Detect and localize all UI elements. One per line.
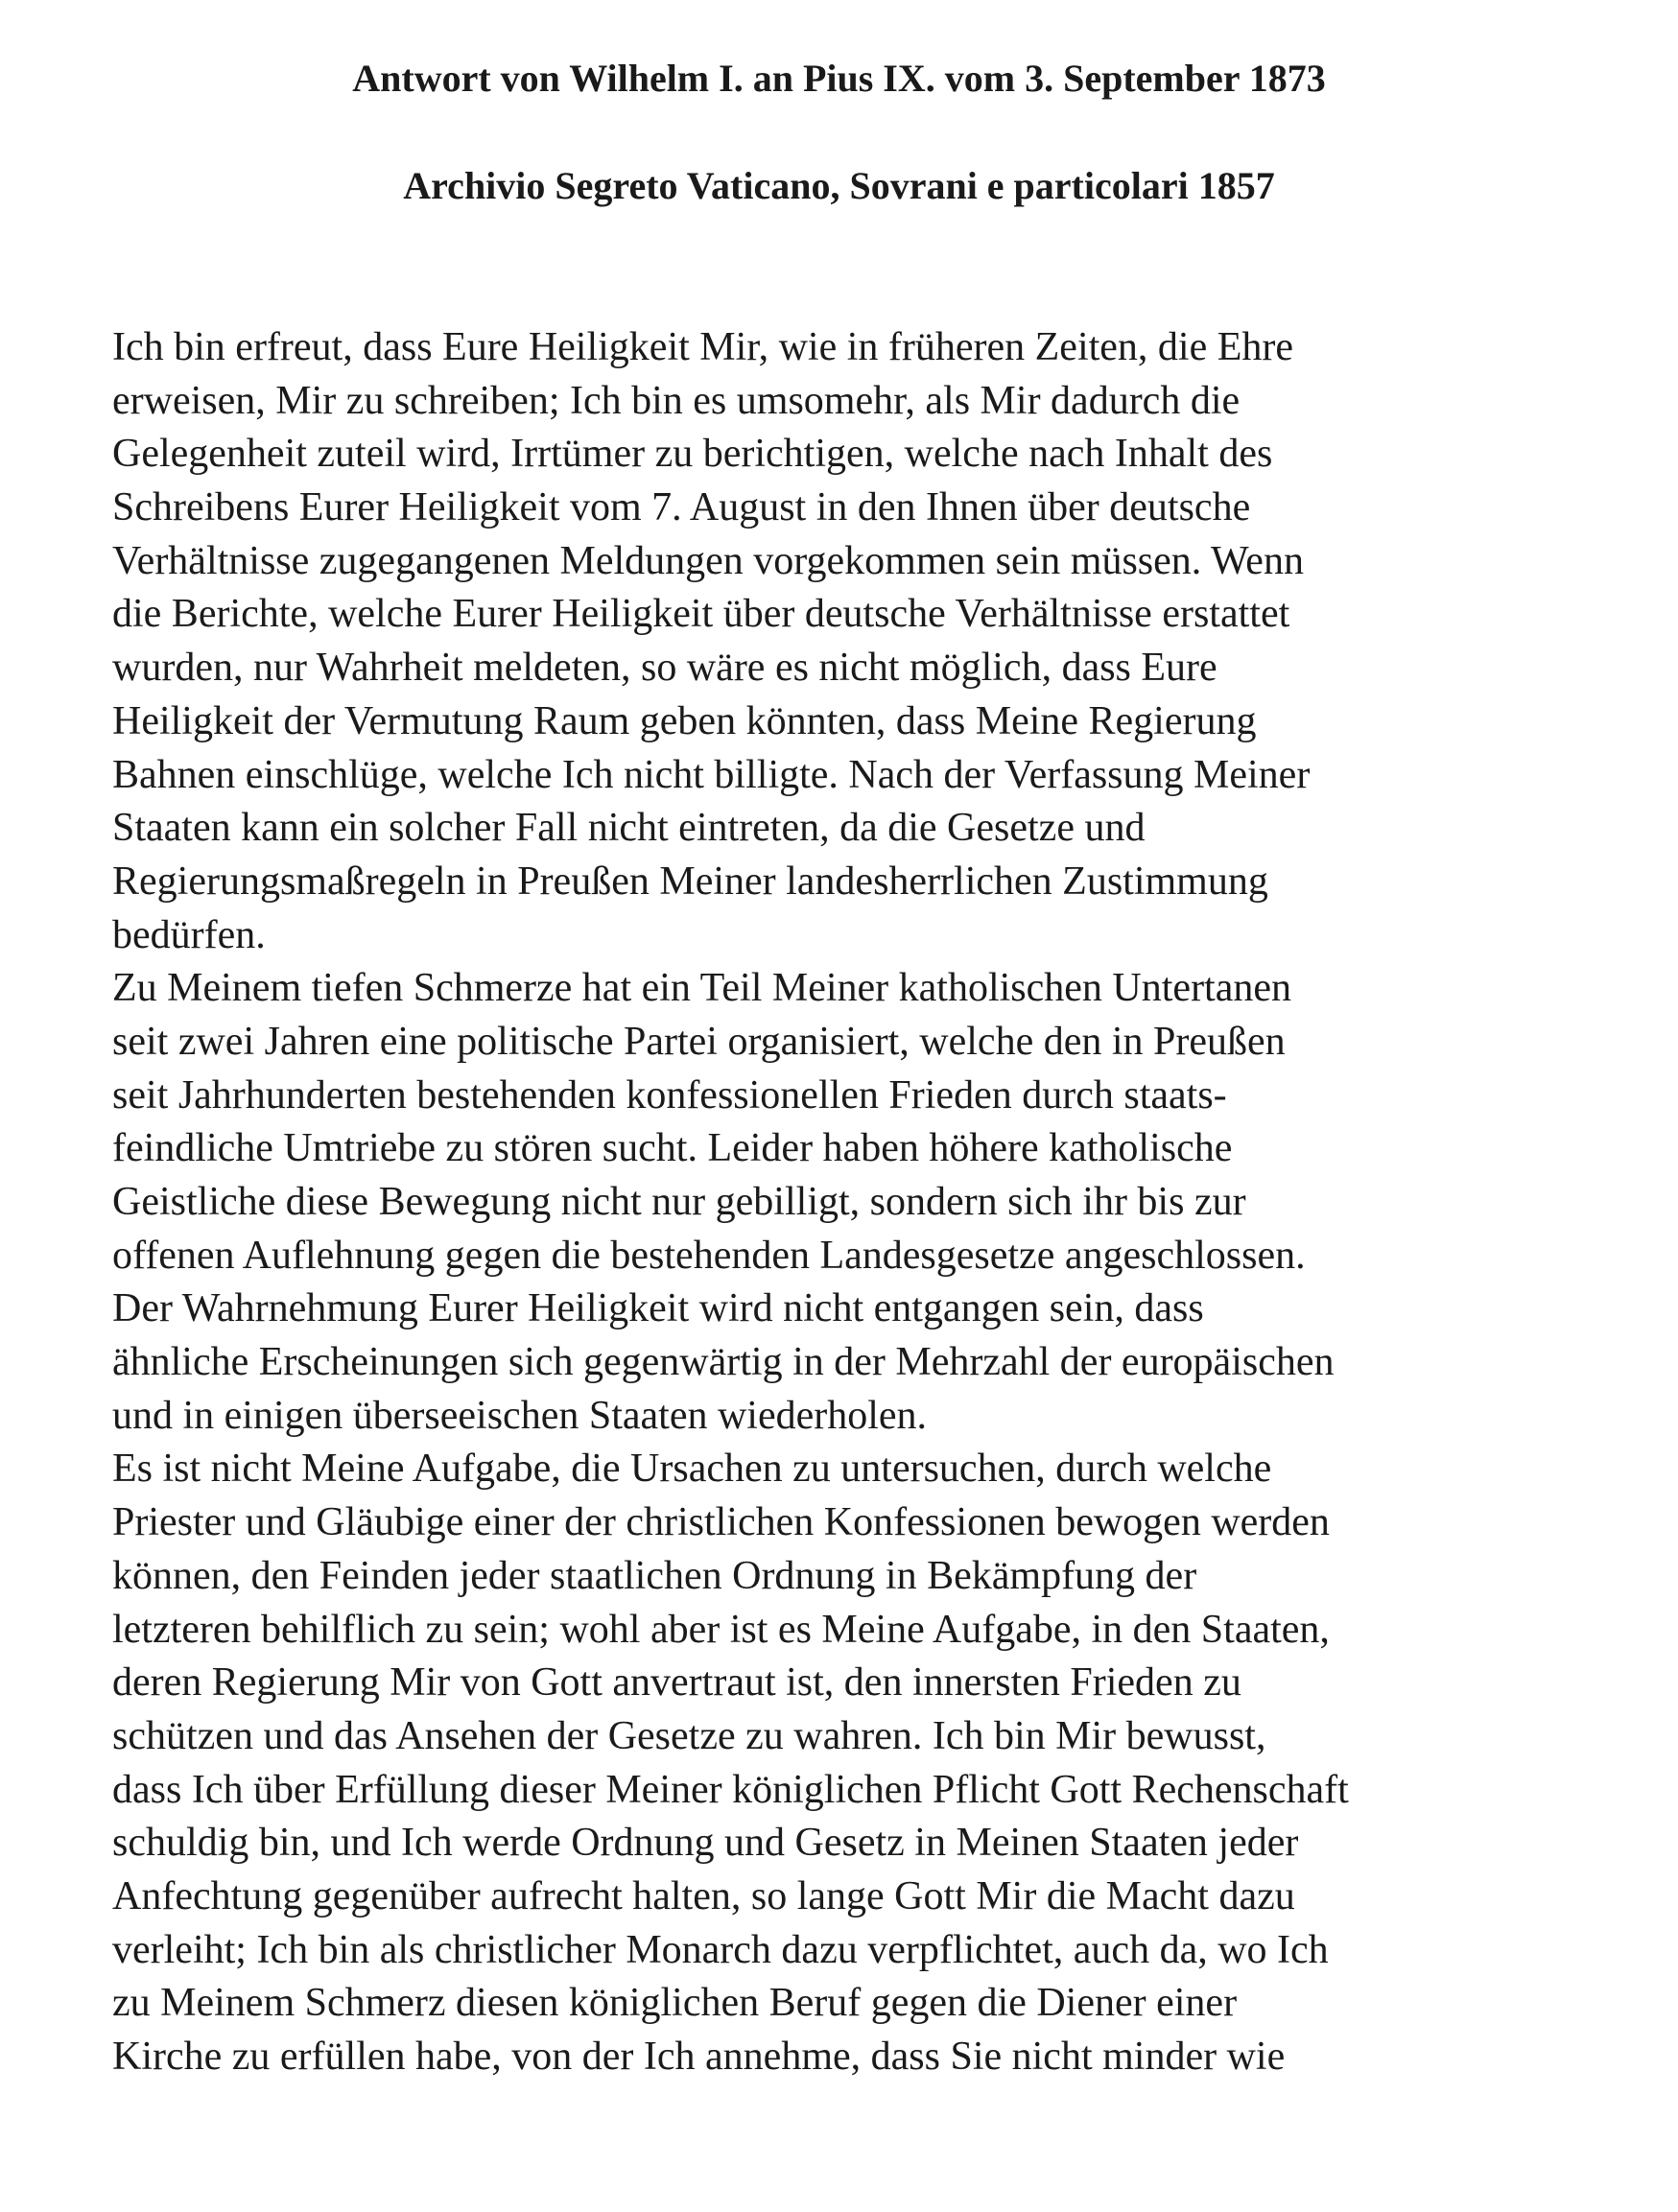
- text-line: können, den Feinden jeder staatlichen Ordnung in Bekämpfung der: [112, 1553, 1197, 1598]
- text-line: Es ist nicht Meine Aufgabe, die Ursachen zu untersuchen, durch welche: [112, 1447, 1272, 1492]
- letter-body: [112, 321, 1571, 2084]
- text-line: verleiht; Ich bin als christlicher Monarch dazu verpflichtet, auch da, wo Ich: [112, 1927, 1329, 1972]
- text-line: Regierungsmaßregeln in Preußen Meiner landesherrlichen Zustimmung: [112, 859, 1268, 904]
- text-line: seit Jahrhunderten bestehenden konfessionellen Frieden durch staats-: [112, 1072, 1227, 1118]
- text-line: bedürfen.: [112, 912, 266, 957]
- text-line: schützen und das Ansehen der Gesetze zu wahren. Ich bin Mir bewusst,: [112, 1713, 1266, 1758]
- text-line: Der Wahrnehmung Eurer Heiligkeit wird nicht entgangen sein, dass: [112, 1286, 1204, 1331]
- text-line: die Berichte, welche Eurer Heiligkeit über deutsche Verhältnisse erstattet: [112, 592, 1290, 637]
- text-line: Staaten kann ein solcher Fall nicht eintreten, da die Gesetze und: [112, 806, 1146, 851]
- text-line: Gelegenheit zuteil wird, Irrtümer zu berichtigen, welche nach Inhalt des: [112, 432, 1273, 477]
- text-line: Kirche zu erfüllen habe, von der Ich annehme, dass Sie nicht minder wie: [112, 2035, 1286, 2079]
- text-line: Schreibens Eurer Heiligkeit vom 7. August in den Ihnen über deutsche: [112, 485, 1251, 530]
- document-title: Antwort von Wilhelm I. an Pius IX. vom 3. September 1873: [352, 57, 1326, 100]
- text-line: Heiligkeit der Vermutung Raum geben könnten, dass Meine Regierung: [112, 698, 1257, 743]
- text-line: dass Ich über Erfüllung dieser Meiner königlichen Pflicht Gott Rechenschaft: [112, 1767, 1349, 1812]
- text-line: ähnliche Erscheinungen sich gegenwärtig in der Mehrzahl der europäischen: [112, 1340, 1335, 1385]
- text-line: wurden, nur Wahrheit meldeten, so wäre es nicht möglich, dass Eure: [112, 646, 1217, 691]
- text-line: letzteren behilflich zu sein; wohl aber ist es Meine Aufgabe, in den Staaten,: [112, 1607, 1330, 1652]
- text-line: Geistliche diese Bewegung nicht nur gebilligt, sondern sich ihr bis zur: [112, 1180, 1246, 1224]
- document-subtitle: Archivio Segreto Vaticano, Sovrani e particolari 1857: [403, 164, 1275, 207]
- text-line: Priester und Gläubige einer der christlichen Konfessionen bewogen werden: [112, 1500, 1330, 1545]
- text-line: feindliche Umtriebe zu stören sucht. Leider haben höhere katholische: [112, 1126, 1233, 1171]
- text-line: zu Meinem Schmerz diesen königlichen Beruf gegen die Diener einer: [112, 1981, 1238, 2026]
- text-line: Zu Meinem tiefen Schmerze hat ein Teil Meiner katholischen Untertanen: [112, 966, 1292, 1011]
- text-line: deren Regierung Mir von Gott anvertraut ist, den innersten Frieden zu: [112, 1660, 1241, 1706]
- text-line: offenen Auflehnung gegen die bestehenden Landesgesetze angeschlossen.: [112, 1233, 1306, 1278]
- text-line: schuldig bin, und Ich werde Ordnung und Gesetz in Meinen Staaten jeder: [112, 1821, 1299, 1866]
- text-line: und in einigen überseeischen Staaten wiederholen.: [112, 1393, 928, 1438]
- text-line: Ich bin erfreut, dass Eure Heiligkeit Mir, wie in früheren Zeiten, die Ehre: [112, 325, 1294, 369]
- text-line: Anfechtung gegenüber aufrecht halten, so lange Gott Mir die Macht dazu: [112, 1873, 1295, 1918]
- text-line: Bahnen einschlüge, welche Ich nicht billigte. Nach der Verfassung Meiner: [112, 752, 1311, 797]
- text-line: seit zwei Jahren eine politische Partei organisiert, welche den in Preußen: [112, 1019, 1286, 1064]
- text-line: Verhältnisse zugegangenen Meldungen vorgekommen sein müssen. Wenn: [112, 538, 1304, 583]
- text-line: erweisen, Mir zu schreiben; Ich bin es umsomehr, als Mir dadurch die: [112, 378, 1241, 423]
